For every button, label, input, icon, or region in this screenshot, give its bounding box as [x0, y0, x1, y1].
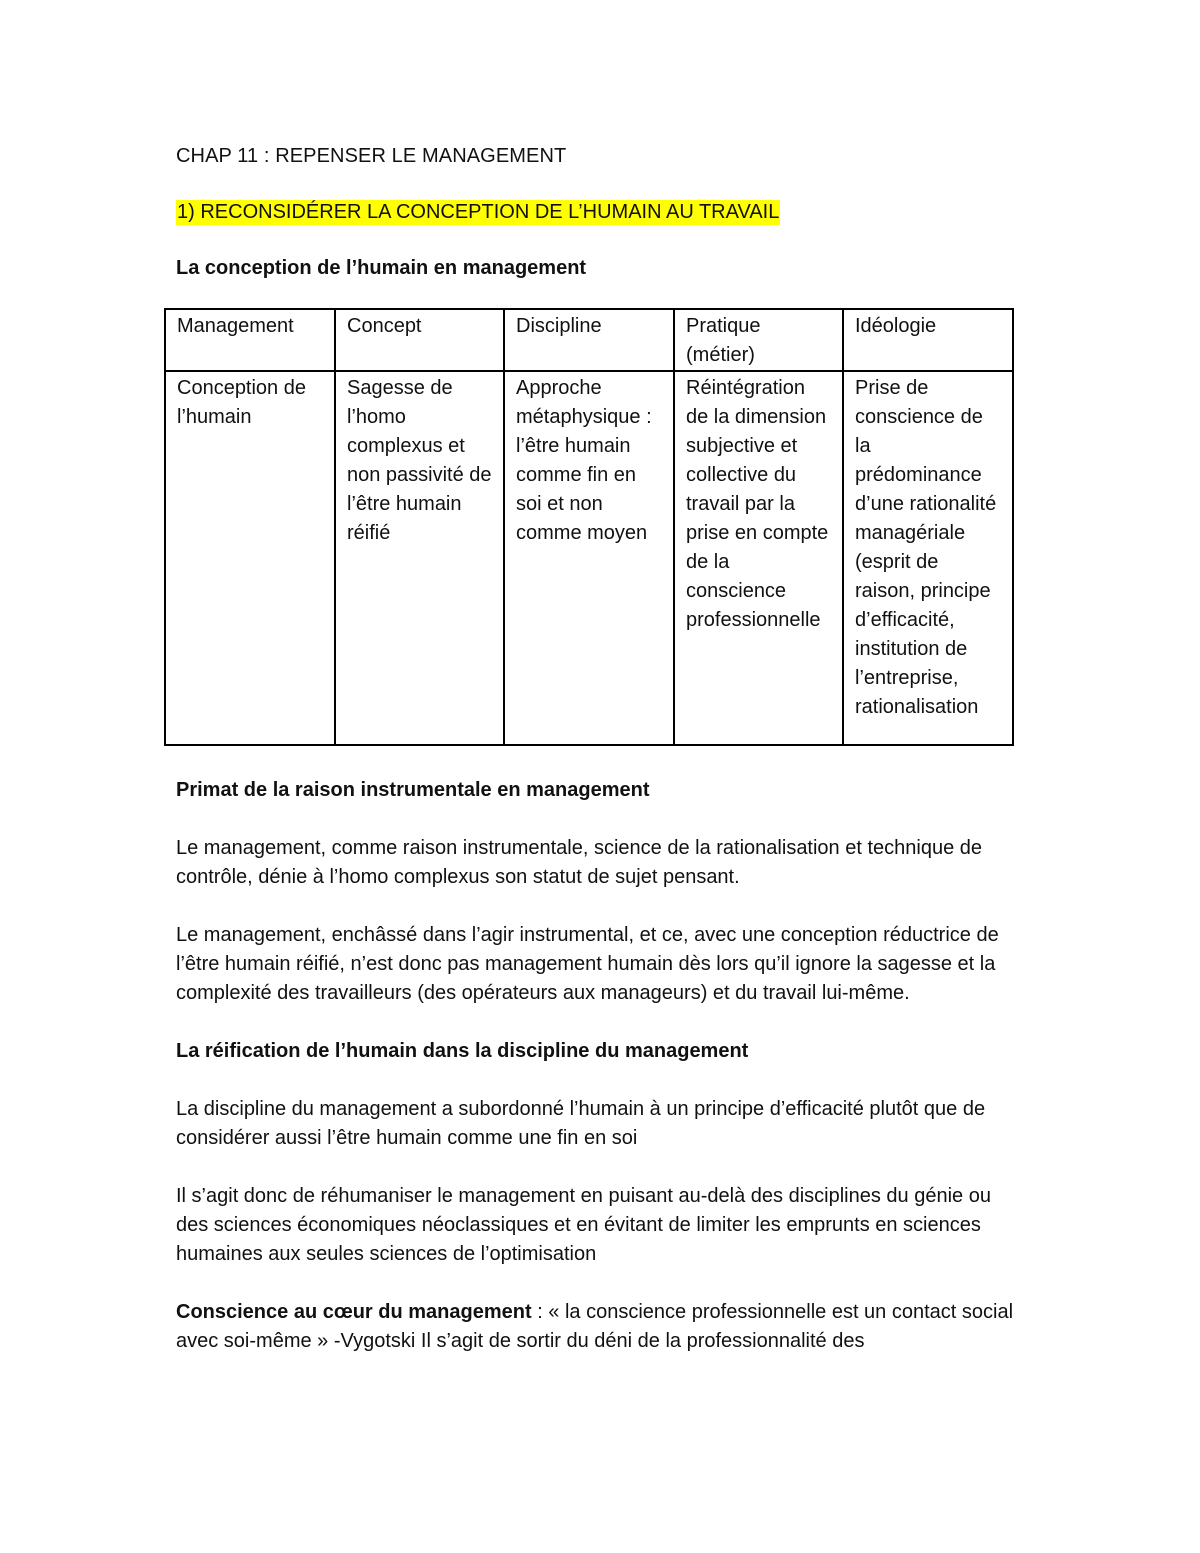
- cell-management: Conception de l’humain: [165, 371, 335, 745]
- cell-pratique: Réintégration de la dimension subjective et collective du travail par la prise en compte de la conscience professionnelle: [674, 371, 843, 745]
- conscience-lead: Conscience au cœur du management: [176, 1301, 532, 1323]
- document-content: [176, 140, 1026, 1385]
- table-heading: La conception de l’humain en management: [176, 257, 587, 279]
- header-ideologie: Idéologie: [843, 309, 1013, 371]
- header-management: Management: [165, 309, 335, 371]
- cell-concept: Sagesse de l’homo complexus et non passivité de l’être humain réifié: [335, 371, 504, 745]
- heading-primat: Primat de la raison instrumentale en management: [176, 779, 650, 801]
- paragraph-4: Il s’agit donc de réhumaniser le management en puisant au-delà des disciplines du génie ou des sciences économiques néoclassiques et en évitant de limiter les emprunts en sciences humaines aux seules sciences de l’optimisation: [176, 1185, 991, 1265]
- conscience-text: : « la conscience professionnelle est un contact social avec soi-même » -Vygotski Il s’agit de sortir du déni de la professionnalité des: [176, 1301, 1014, 1352]
- heading-reification: La réification de l’humain dans la discipline du management: [176, 1040, 749, 1062]
- section-heading: [176, 198, 1026, 226]
- header-discipline: Discipline: [504, 309, 674, 371]
- header-pratique: Pratique (métier): [674, 309, 843, 371]
- paragraph-2: Le management, enchâssé dans l’agir instrumental, et ce, avec une conception réductrice de l’être humain réifié, n’est donc pas management humain dès lors qu’il ignore la sagesse et la complexité des travailleurs (des opérateurs aux manageurs) et du travail lui-même.: [176, 924, 999, 1004]
- cell-discipline: Approche métaphysique : l’être humain comme fin en soi et non comme moyen: [504, 371, 674, 745]
- chapter-title: CHAP 11 : REPENSER LE MANAGEMENT: [176, 145, 567, 167]
- highlighted-section-title: 1) RECONSIDÉRER LA CONCEPTION DE L’HUMAIN AU TRAVAIL: [177, 201, 780, 223]
- header-concept: Concept: [335, 309, 504, 371]
- paragraph-conscience: [176, 1298, 1026, 1356]
- table-header-row: [165, 309, 1013, 371]
- paragraph-1: Le management, comme raison instrumentale, science de la rationalisation et technique de contrôle, dénie à l’homo complexus son statut de sujet pensant.: [176, 837, 983, 888]
- concept-table: [164, 308, 1014, 746]
- table-row: [165, 371, 1013, 745]
- cell-ideologie: Prise de conscience de la prédominance d’une rationalité managériale (esprit de raison, principe d’efficacité, institution de l’entreprise, rationalisation: [843, 371, 1013, 745]
- paragraph-3: La discipline du management a subordonné l’humain à un principe d’efficacité plutôt que de considérer aussi l’être humain comme une fin en soi: [176, 1098, 986, 1149]
